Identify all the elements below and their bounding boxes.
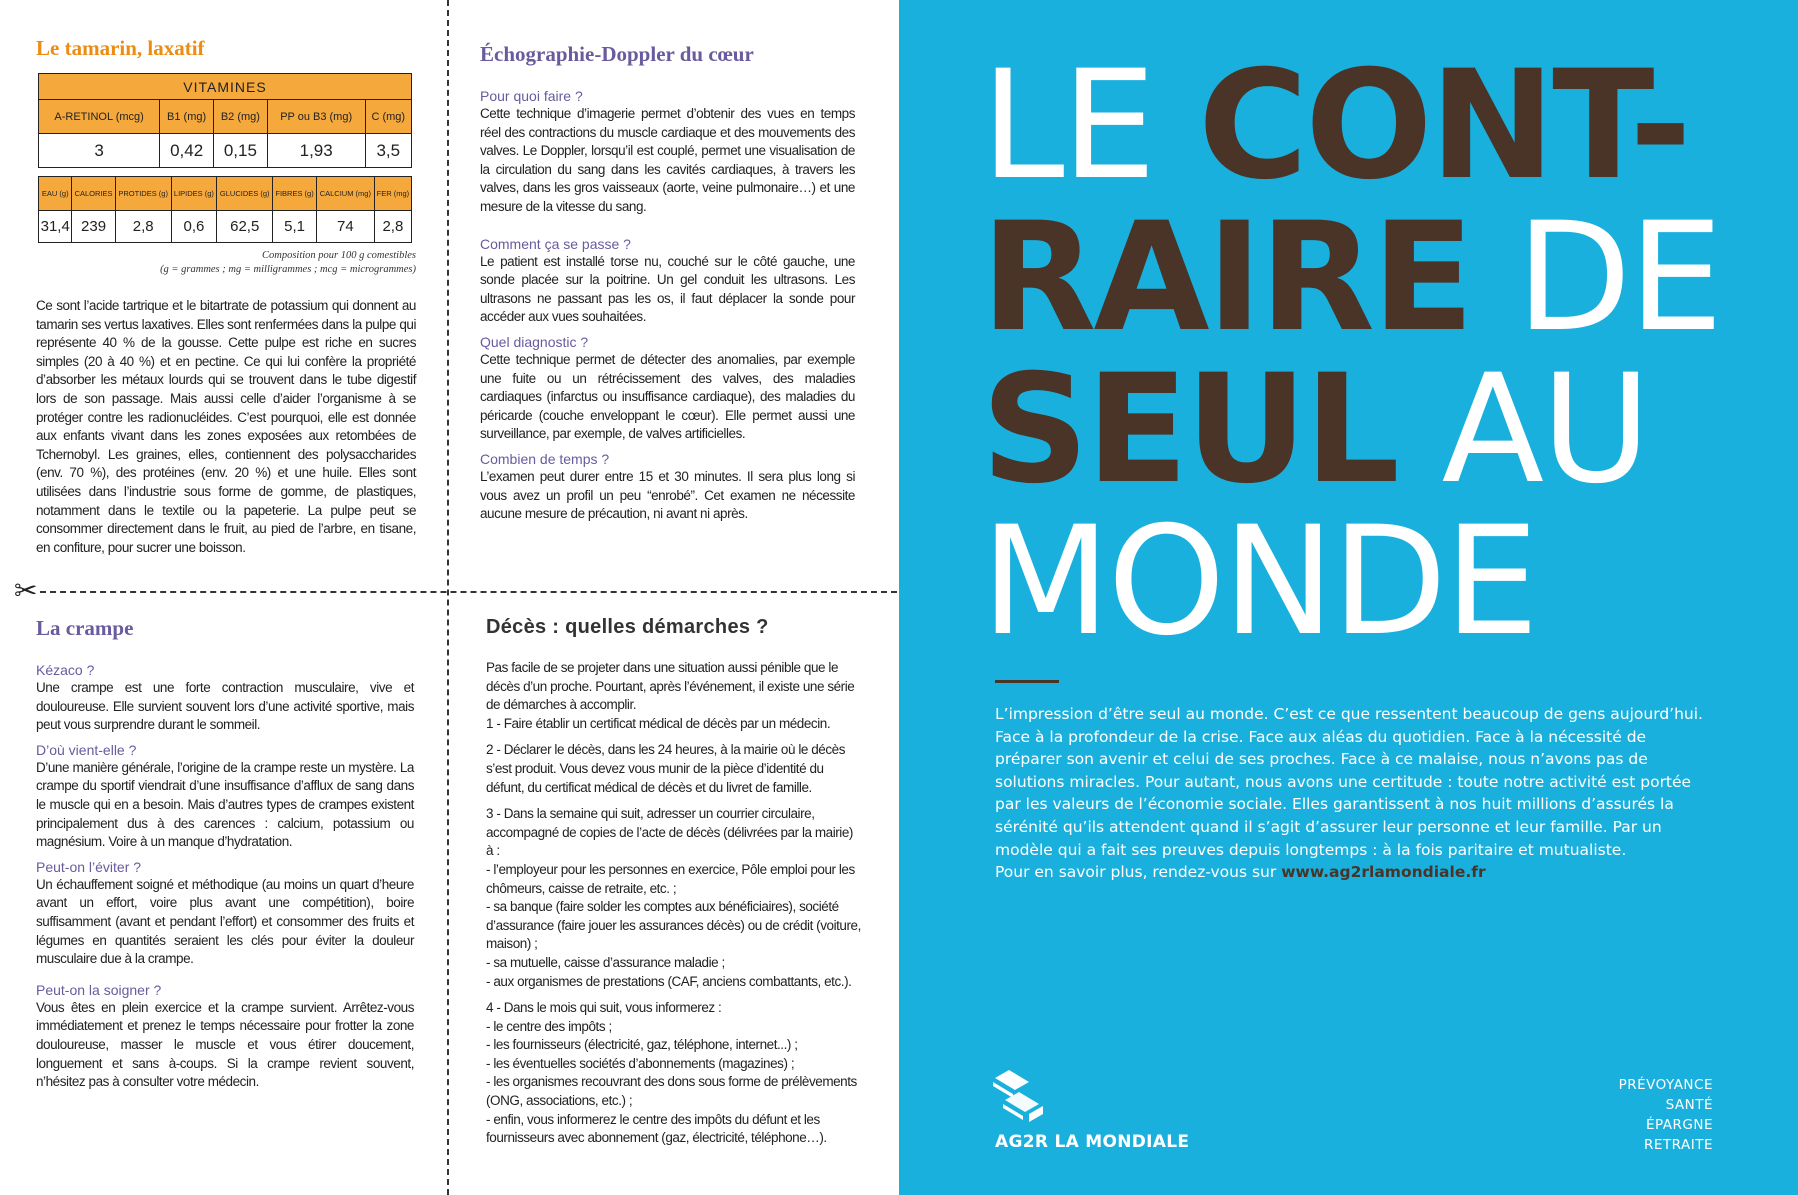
deces-paragraph: Pas facile de se projeter dans une situation aussi pénible que le décès d’un proche. Pourtant, après l’événement, il existe une série de démarches à accomplir. 1 - Faire établir un certificat médical de décès par un médecin. [486,660,855,731]
echo-answer: Cette technique permet de détecter des anomalies, par exemple une fuite ou un rétrécissement des valves, des maladies cardiaques (infarctus ou insuffisance cardiaque), des maladies du péricarde (couche enveloppant le cœur). Elle permet aussi une surveillance, par exemple, de valves artificielles. [480,351,855,442]
vitamin-header: PP ou B3 (mg) [267,100,365,134]
composition-table [38,176,412,243]
echo-question: Quel diagnostic ? [480,333,589,350]
comp-value: 239 [72,211,115,243]
comp-value: 5,1 [273,211,317,243]
comp-header: FER (mg) [374,177,411,211]
comp-header: LIPIDES (g) [171,177,216,211]
echo-question: Combien de temps ? [480,450,610,467]
comp-value: 62,5 [217,211,273,243]
echo-question: Comment ça se passe ? [480,235,631,252]
tamarin-title: Le tamarin, laxatif [36,36,205,60]
deces-paragraph: 3 - Dans la semaine qui suit, adresser un courrier circulaire, accompagné de copies de l’acte de décès (délivrées par la mairie) à : - l’employeur pour les personnes en exercice, Pôle emploi pour les chômeurs, caisse de retraite, etc. ; - sa banque (faire solder les comptes aux bénéficiaires), société d’assurance (faire jouer les assurances décès) ou de crédit (voiture, maison) ; - sa mutuelle, caisse d’assurance maladie ; - aux organismes de prestations (CAF, anciens combattants, etc.). [486,806,861,989]
crampe-answer: Un échauffement soigné et méthodique (au moins un quart d’heure avant un effort, voire plus avant une compétition), boire suffisamment (avant et pendant l’effort) et consommer des fruits et légumes en quantités seraient les clés pour éviter la douleur musculaire due à la crampe. [36,876,414,967]
vitamin-value: 3 [39,134,160,168]
vitamin-header: B2 (mg) [214,100,268,134]
comp-value: 31,4 [39,211,72,243]
comp-header: CALORIES [72,177,115,211]
echo-answer: Cette technique d’imagerie permet d’obtenir des vues en temps réel des contractions du muscle cardiaque et des mouvements des valves. Le Doppler, lorsqu’il est couplé, permet une visualisation de la circulation du sang dans les cavités cardiaques, à travers les valves, dans les gros vaisseaux (aorte, veine pulmonaire…) et une mesure de la vitesse du sang. [480,106,855,214]
service-item: SANTÉ [1665,1097,1713,1113]
comp-header: FIBRES (g) [273,177,317,211]
vitamin-value: 0,15 [214,134,268,168]
deces-paragraph: 4 - Dans le mois qui suit, vous informerez : - le centre des impôts ; - les fournisseurs (électricité, gaz, téléphone, internet...) ; - les éventuelles sociétés d’abonnements (magazines) ; - les organismes recouvrant des dons sous forme de prélèvements (ONG, associations, etc.) ; - enfin, vous informerez le centre des impôts du défunt et les fournisseurs avec abonnement (gaz, électricité, téléphone…). [486,1000,857,1146]
vitamin-header: C (mg) [365,100,411,134]
vitamin-value: 1,93 [267,134,365,168]
deces-title: Décès : quelles démarches ? [486,616,769,638]
composition-note: Composition pour 100 g comestibles (g = grammes ; mg = milligrammes ; mcg = microgrammes) [160,250,416,275]
comp-value: 2,8 [115,211,171,243]
echo-title: Échographie-Doppler du cœur [480,42,754,66]
crampe-answer: D’une manière générale, l’origine de la crampe reste un mystère. La crampe du sportif viendrait d’une insuffisance d’afflux de sang dans le muscle qui en a besoin. Mais d’autres types de crampes existent principalement dus à des carences : calcium, potassium ou magnésium. Voire à un manque d’hydratation. [36,759,414,850]
crampe-card [36,616,414,1092]
crampe-question: Kézaco ? [36,662,95,678]
comp-header: PROTIDES (g) [115,177,171,211]
deces-card [486,616,861,1156]
deces-paragraph: 2 - Déclarer le décès, dans les 24 heures, à la mairie où le décès s’est produit. Vous devez vous munir de la pièce d’identité du défunt, du certificat médical de décès et du livret de famille. [486,742,846,795]
echo-answer: L’examen peut durer entre 15 et 30 minutes. Il sera plus long si vous avez un profil un peu “enrobé”. Cet examen ne nécessite aucune mesure de précaution, ni avant ni après. [480,468,855,522]
comp-header: GLUCIDES (g) [217,177,273,211]
crampe-title: La crampe [36,616,134,640]
ag2r-logo-icon [985,1068,1047,1130]
services-list [1619,1075,1713,1155]
website-link[interactable]: www.ag2rlamondiale.fr [1281,863,1486,882]
tamarin-card [36,36,416,557]
crampe-question: D’où vient-elle ? [36,741,137,758]
comp-header: CALCIUM (mg) [316,177,374,211]
accent-rule [995,680,1059,683]
comp-header: EAU (g) [39,177,72,211]
vertical-cut-line [447,0,449,1195]
crampe-question: Peut-on l’éviter ? [36,858,142,875]
crampe-answer: Une crampe est une forte contraction musculaire, vive et douloureuse. Elle survient souvent lors d’une activité sportive, mais peut vous surprendre durant le sommeil. [36,680,414,733]
ad-body: L’impression d’être seul au monde. C’est ce que ressentent beaucoup de gens aujourd’hui. Face à la profondeur de la crise. Face aux aléas du quotidien. Face à la nécessité de préparer son avenir et celui de ses proches. Face à ce malaise, nous n’avons pas de solutions miracles. Pour autant, nous avons une certitude : toute notre activité est portée par les valeurs de l’économie sociale. Elles garantissent à nos huit millions d’assurés la sérénité qu’ils attendent quand il s’agit d’assurer leur personne et leur famille. Par un modèle qui a fait ses preuves depuis longtemps : à la fois paritaire et mutualiste. Pour en savoir plus, rendez-vous sur www.ag2rlamondiale.fr [995,705,1703,882]
ad-headline: LE CONT- RAIRE DE SEUL AU MONDE [981,39,1721,669]
comp-value: 0,6 [171,211,216,243]
service-item: RETRAITE [1644,1137,1713,1153]
vitamin-value: 3,5 [365,134,411,168]
echo-card [480,42,855,524]
vitamins-table [38,73,412,168]
vitamin-header: B1 (mg) [160,100,214,134]
brand-name: AG2R LA MONDIALE [995,1132,1190,1152]
horizontal-cut-line [20,591,897,593]
scissors-icon: ✂ [14,574,38,607]
echo-answer: Le patient est installé torse nu, couché sur le côté gauche, une sonde placée sur la poitrine. Un gel conduit les ultrasons. Les ultrasons ne passant pas les os, il faut déplacer la sonde pour accéder aux vues souhaitées. [480,253,855,325]
echo-question: Pour quoi faire ? [480,88,583,104]
vitamin-value: 0,42 [160,134,214,168]
tamarin-body: Ce sont l’acide tartrique et le bitartrate de potassium qui donnent au tamarin ses vertus laxatives. Elles sont renfermées dans la pulpe qui représente 40 % de la gousse. Cette pulpe est riche en sucres simples (20 à 40 %) et en pectine. Ce qui lui confère la propriété d’absorber les métaux lourds qui se trouvent dans le tube digestif lors de son passage. Mais aussi celle d’aider l’organisme à se protéger contre les radionucléides. C’est pourquoi, elle est donnée aux enfants vivant dans les zones exposées aux retombées de Tchernobyl. Les graines, elles, contiennent des polysaccharides (env. 70 %), des protéines (env. 20 %) et une huile. Elles sont utilisées dans l’industrie sous forme de gomme, de plastiques, notamment dans le textile ou la papeterie. La pulpe peut se consommer directement dans le fruit, au pied de l’arbre, en tisane, en confiture, pour sucrer une boisson. [36,298,416,555]
service-item: PRÉVOYANCE [1618,1077,1713,1093]
ad-panel [899,0,1798,1195]
service-item: ÉPARGNE [1645,1117,1713,1133]
comp-value: 2,8 [374,211,411,243]
crampe-question: Peut-on la soigner ? [36,981,162,998]
crampe-answer: Vous êtes en plein exercice et la crampe survient. Arrêtez-vous immédiatement et prenez le temps nécessaire pour frotter la zone douloureuse, masser le muscle et vous étirer doucement, longuement et sans à-coups. Si la crampe revient souvent, n’hésitez pas à consulter votre médecin. [36,999,414,1090]
vitamins-title: VITAMINES [39,74,412,100]
comp-value: 74 [316,211,374,243]
vitamin-header: A-RETINOL (mcg) [39,100,160,134]
